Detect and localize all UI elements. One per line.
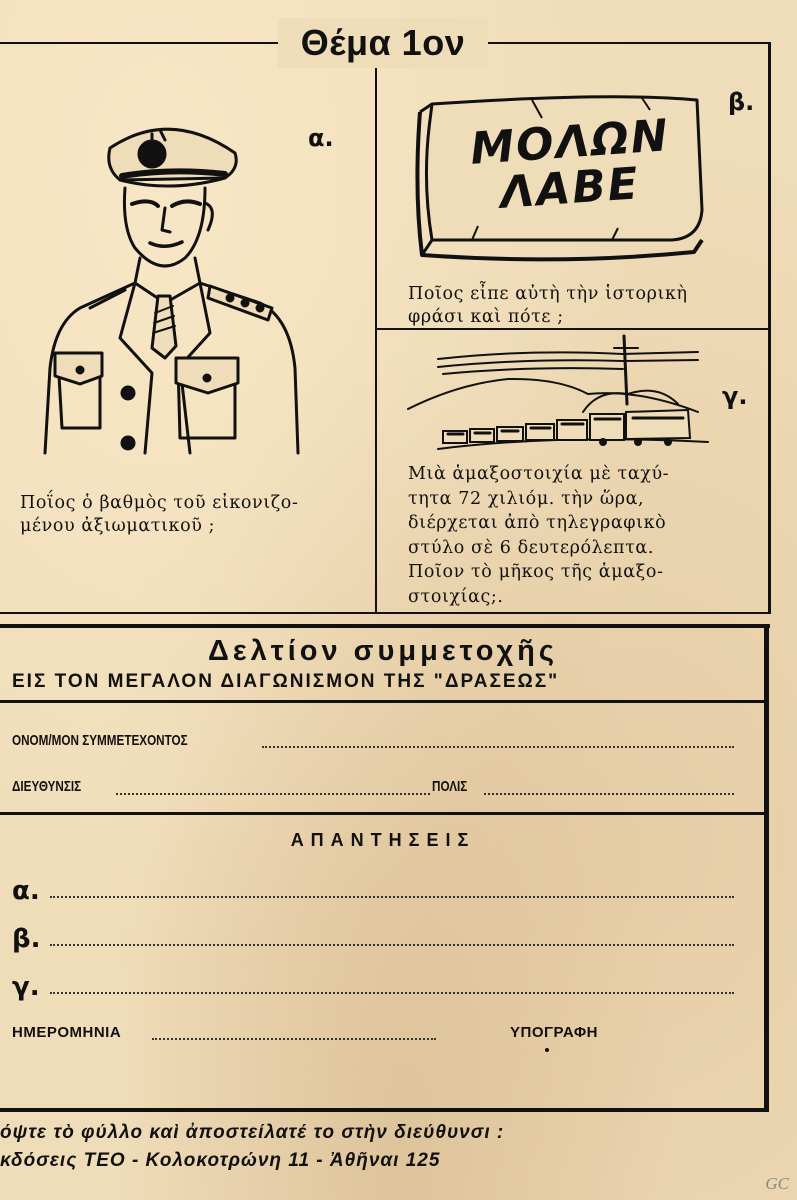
- form-top-border: [0, 624, 770, 628]
- signature-label: ΥΠΟΓΡΑΦΗ: [510, 1024, 598, 1041]
- page-title: Θέμα 1ον: [278, 18, 488, 68]
- question-b-label: β.: [728, 88, 755, 116]
- answer-b-field[interactable]: [50, 944, 734, 946]
- form-subtitle: ΕΙΣ ΤΟΝ ΜΕΓΑΛΟΝ ΔΙΑΓΩΝΙΣΜΟΝ ΤΗΣ "ΔΡΑΣΕΩΣ": [12, 671, 560, 692]
- watermark: GC: [765, 1174, 789, 1193]
- form-header-divider: [0, 700, 766, 703]
- center-divider-line: [375, 42, 377, 612]
- signature-dot: [545, 1048, 549, 1052]
- answer-c-label: γ.: [12, 972, 40, 1002]
- stone-sign-text: ΜΟΛΩΝ ΛΑΒΕ: [468, 110, 672, 219]
- footer-address: κδόσεις ΤΕΟ - Κολοκοτρώνη 11 - Ἀθῆναι 125: [0, 1150, 441, 1171]
- answer-b-label: β.: [12, 924, 41, 954]
- question-b-text: Ποῖος εἶπε αὐτὴ τὴν ἱστορικὴ φράσι καὶ πότε ;: [408, 284, 688, 327]
- question-a-text: Ποΐος ὁ βαθμὸς τοῦ εἰκονιζο- μένου ἀξιωματικοῦ ;: [20, 493, 299, 536]
- city-label: ΠΟΛΙΣ: [432, 778, 468, 795]
- question-c-text: Μιὰ ἁμαξοστοιχία μὲ ταχύ- τητα 72 χιλιόμ. τὴν ὥρα, διέρχεται ἀπὸ τηλεγραφικὸ στύλο σὲ 6 δευτερόλεπτα. Ποῖον τὸ μῆκος τῆς ἁμαξο- στοιχίας;.: [408, 464, 670, 607]
- participant-name-field[interactable]: [262, 746, 734, 748]
- answer-c-field[interactable]: [50, 992, 734, 994]
- date-label: ΗΜΕΡΟΜΗΝΙΑ: [12, 1024, 122, 1041]
- officer-illustration: [40, 108, 310, 458]
- question-c-label: γ.: [722, 382, 748, 410]
- answer-a-field[interactable]: [50, 896, 734, 898]
- form-right-border: [764, 624, 769, 1112]
- form-title: Δελτίον συμμετοχῆς: [208, 635, 558, 667]
- footer-instructions: όψτε τὸ φύλλο καὶ ἀποστείλατέ το στὴν διεύθυνσι :: [0, 1122, 505, 1143]
- date-field[interactable]: [152, 1038, 436, 1040]
- form-header: [0, 632, 766, 694]
- form-answers-divider: [0, 812, 766, 815]
- address-field[interactable]: [116, 793, 430, 795]
- top-section-bottom-line: [0, 612, 770, 614]
- train-illustration: [398, 334, 718, 454]
- form-bottom-border: [0, 1108, 769, 1112]
- question-a-label: α.: [308, 124, 334, 152]
- address-label: ΔΙΕΥΘΥΝΣΙΣ: [12, 778, 82, 795]
- city-field[interactable]: [484, 793, 734, 795]
- participant-name-label: ΟΝΟΜ/ΜΟΝ ΣΥΜΜΕΤΕΧΟΝΤΟΣ: [12, 732, 188, 749]
- answers-title: ΑΠΑΝΤΗΣΕΙΣ: [290, 830, 476, 850]
- answer-a-label: α.: [12, 876, 40, 906]
